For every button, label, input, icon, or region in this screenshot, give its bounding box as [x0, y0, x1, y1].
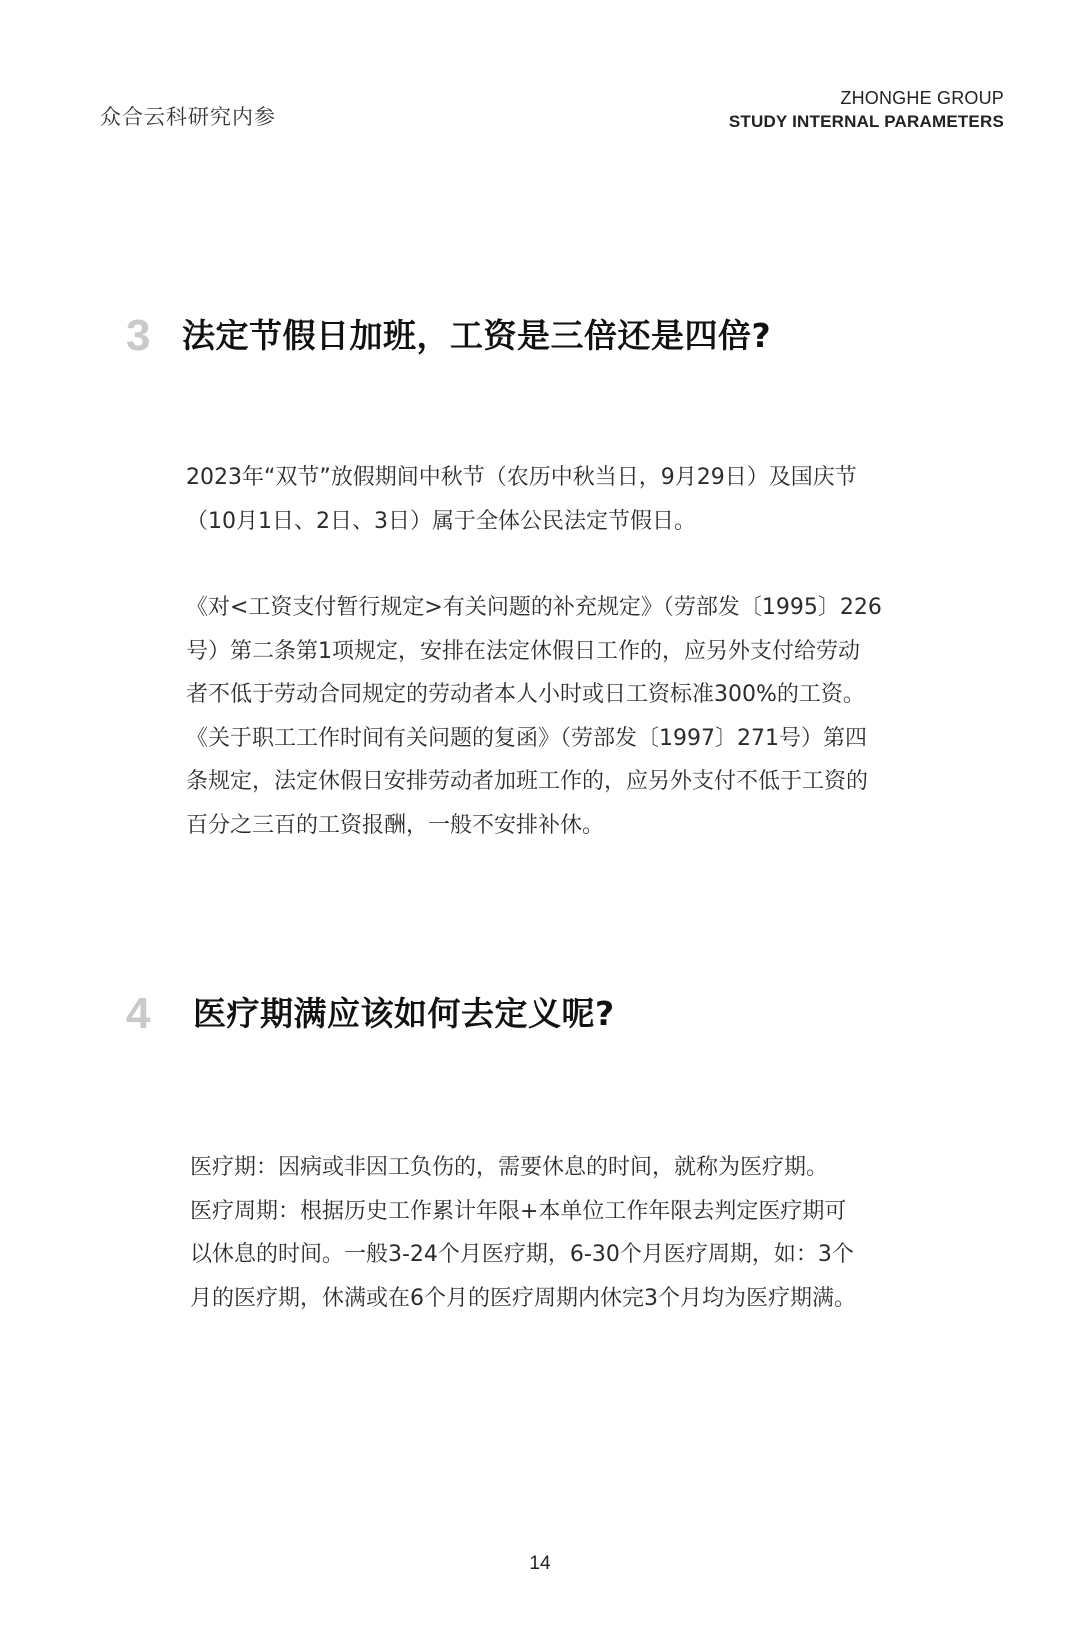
section-number: 4: [126, 989, 151, 1038]
header-brand-line2: STUDY INTERNAL PARAMETERS: [728, 112, 1004, 131]
paragraph-line: 医疗周期：根据历史工作累计年限+本单位工作年限去判定医疗期可: [190, 1198, 847, 1224]
section-title: 法定节假日加班，工资是三倍还是四倍?: [182, 316, 772, 355]
page-number: 14: [529, 1553, 551, 1574]
paragraph-line: 医疗期：因病或非因工负伤的，需要休息的时间，就称为医疗期。: [190, 1155, 829, 1180]
section-3-paragraph-1: [186, 456, 857, 543]
header-publication-title: 众合云科研究内参: [100, 105, 276, 129]
paragraph-line: 条规定，法定休假日安排劳动者加班工作的，应另外支付不低于工资的: [186, 769, 869, 794]
section-4-heading: [126, 986, 615, 1042]
paragraph-line: 百分之三百的工资报酬，一般不安排补休。: [186, 812, 605, 838]
section-3-paragraph-2: [186, 586, 882, 847]
section-4-paragraph-1: [190, 1146, 856, 1320]
paragraph-line: 《关于职工工作时间有关问题的复函》（劳部发〔1997〕271号）第四: [186, 725, 867, 751]
paragraph-line: 2023年“双节”放假期间中秋节（农历中秋当日，9月29日）及国庆节: [186, 465, 857, 490]
paragraph-line: 者不低于劳动合同规定的劳动者本人小时或日工资标准300%的工资。: [186, 682, 865, 707]
paragraph-line: 月的医疗期，休满或在6个月的医疗周期内休完3个月均为医疗期满。: [190, 1285, 856, 1311]
header-brand-line1: ZHONGHE GROUP: [840, 88, 1004, 108]
section-number: 3: [126, 311, 151, 360]
section-3-heading: [126, 308, 771, 364]
section-title: 医疗期满应该如何去定义呢?: [193, 994, 615, 1033]
paragraph-line: 号）第二条第1项规定，安排在法定休假日工作的，应另外支付给劳动: [186, 638, 860, 664]
paragraph-line: 《对<工资支付暂行规定>有关问题的补充规定》（劳部发〔1995〕226: [186, 595, 882, 620]
paragraph-line: （10月1日、2日、3日）属于全体公民法定节假日。: [186, 508, 696, 534]
header-brand: [729, 86, 1004, 134]
paragraph-line: 以休息的时间。一般3-24个月医疗期，6-30个月医疗周期，如：3个: [190, 1242, 854, 1267]
